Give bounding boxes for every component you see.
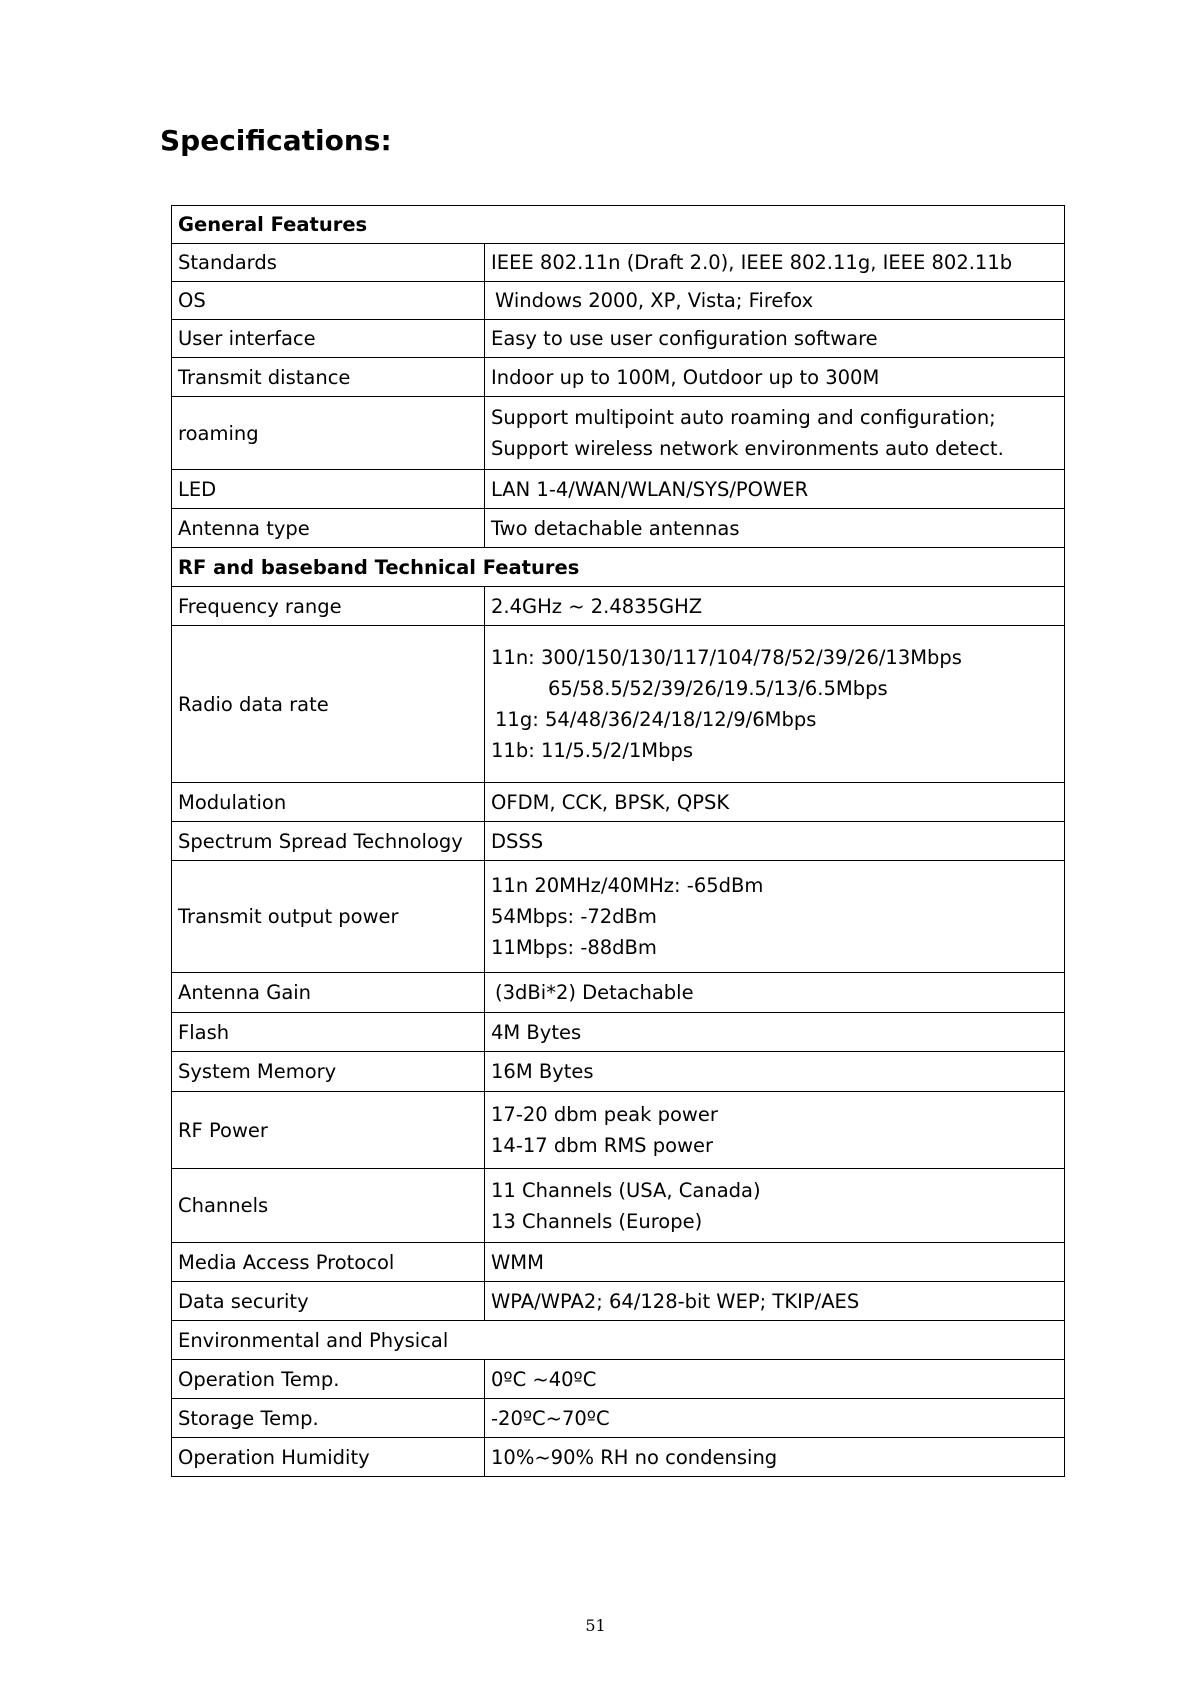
- row-label: LED: [172, 470, 485, 509]
- specifications-table: [171, 205, 1065, 1477]
- row-label: Operation Humidity: [172, 1438, 485, 1477]
- row-value-line: Support multipoint auto roaming and configuration;: [491, 406, 996, 429]
- table-row: [172, 282, 1065, 320]
- table-row: [172, 783, 1065, 822]
- row-label: Antenna type: [172, 509, 485, 548]
- row-label: Operation Temp.: [172, 1360, 485, 1399]
- row-value-line: 11n 20MHz/40MHz: -65dBm: [491, 874, 764, 897]
- row-label: Storage Temp.: [172, 1399, 485, 1438]
- row-value: DSSS: [485, 822, 1065, 861]
- row-label: roaming: [172, 397, 485, 470]
- row-label: RF Power: [172, 1092, 485, 1169]
- row-value-line: 11Mbps: -88dBm: [491, 936, 657, 959]
- row-label: User interface: [172, 320, 485, 358]
- table-row: [172, 470, 1065, 509]
- table-row: [172, 1013, 1065, 1052]
- row-value-line: Support wireless network environments auto detect.: [491, 437, 1004, 460]
- row-value: 16M Bytes: [485, 1052, 1065, 1092]
- row-label: Modulation: [172, 783, 485, 822]
- row-value-line: 14-17 dbm RMS power: [491, 1134, 714, 1157]
- table-row: [172, 861, 1065, 973]
- row-label: Channels: [172, 1169, 485, 1243]
- table-row: [172, 1092, 1065, 1169]
- table-row: [172, 973, 1065, 1013]
- row-value: Windows 2000, XP, Vista; Firefox: [495, 289, 814, 312]
- table-row: [172, 1360, 1065, 1399]
- page-title: Specifications:: [160, 124, 392, 157]
- row-label: OS: [172, 282, 485, 320]
- table-row: [172, 397, 1065, 470]
- row-label: System Memory: [172, 1052, 485, 1092]
- row-value: 2.4GHz ~ 2.4835GHZ: [485, 587, 1065, 626]
- row-label: Radio data rate: [172, 626, 485, 783]
- row-value: (3dBi*2) Detachable: [495, 981, 694, 1004]
- section-row-env: [172, 1321, 1065, 1360]
- row-value: 4M Bytes: [485, 1013, 1065, 1052]
- row-label: Flash: [172, 1013, 485, 1052]
- row-value: 0ºC ~40ºC: [485, 1360, 1065, 1399]
- row-value-line: 13 Channels (Europe): [491, 1209, 703, 1233]
- table-row: [172, 822, 1065, 861]
- section-header: RF and baseband Technical Features: [172, 548, 1065, 587]
- page-number: 51: [585, 1616, 606, 1635]
- table-row: [172, 587, 1065, 626]
- row-value-line: 11g: 54/48/36/24/18/12/9/6Mbps: [495, 708, 817, 731]
- table-row: [172, 358, 1065, 397]
- row-value-line: 54Mbps: -72dBm: [491, 905, 657, 928]
- row-label: Data security: [172, 1282, 485, 1321]
- row-label: Standards: [172, 244, 485, 282]
- row-value: Two detachable antennas: [485, 509, 1065, 548]
- row-value: OFDM, CCK, BPSK, QPSK: [485, 783, 1065, 822]
- row-value-line: 11 Channels (USA, Canada): [491, 1178, 761, 1202]
- section-row-rf: [172, 548, 1065, 587]
- table-row: [172, 1169, 1065, 1243]
- section-header: General Features: [172, 206, 1065, 244]
- table-row: [172, 1282, 1065, 1321]
- row-value-line: 17-20 dbm peak power: [491, 1103, 718, 1126]
- row-value: WMM: [485, 1243, 1065, 1282]
- row-value: -20ºC~70ºC: [485, 1399, 1065, 1438]
- table-row: [172, 1399, 1065, 1438]
- row-label: Frequency range: [172, 587, 485, 626]
- row-value: IEEE 802.11n (Draft 2.0), IEEE 802.11g, IEEE 802.11b: [485, 244, 1065, 282]
- row-value-line: 11b: 11/5.5/2/1Mbps: [491, 739, 694, 762]
- row-label: Transmit distance: [172, 358, 485, 397]
- row-label: Media Access Protocol: [172, 1243, 485, 1282]
- row-value-line: 11n: 300/150/130/117/104/78/52/39/26/13Mbps: [491, 646, 962, 669]
- table-row: [172, 1243, 1065, 1282]
- table-row: [172, 626, 1065, 783]
- table-row: [172, 1438, 1065, 1477]
- table-row: [172, 509, 1065, 548]
- section-header: Environmental and Physical: [172, 1321, 1065, 1360]
- row-value: Easy to use user configuration software: [485, 320, 1065, 358]
- row-value-line: 65/58.5/52/39/26/19.5/13/6.5Mbps: [548, 677, 888, 700]
- row-value: Indoor up to 100M, Outdoor up to 300M: [485, 358, 1065, 397]
- table-row: [172, 320, 1065, 358]
- table-row: [172, 1052, 1065, 1092]
- row-label: Antenna Gain: [172, 973, 485, 1013]
- row-value: WPA/WPA2; 64/128-bit WEP; TKIP/AES: [485, 1282, 1065, 1321]
- section-row-general: [172, 206, 1065, 244]
- row-label: Spectrum Spread Technology: [172, 822, 485, 861]
- row-value: 10%~90% RH no condensing: [485, 1438, 1065, 1477]
- row-label: Transmit output power: [172, 861, 485, 973]
- table-row: [172, 244, 1065, 282]
- row-value: LAN 1-4/WAN/WLAN/SYS/POWER: [485, 470, 1065, 509]
